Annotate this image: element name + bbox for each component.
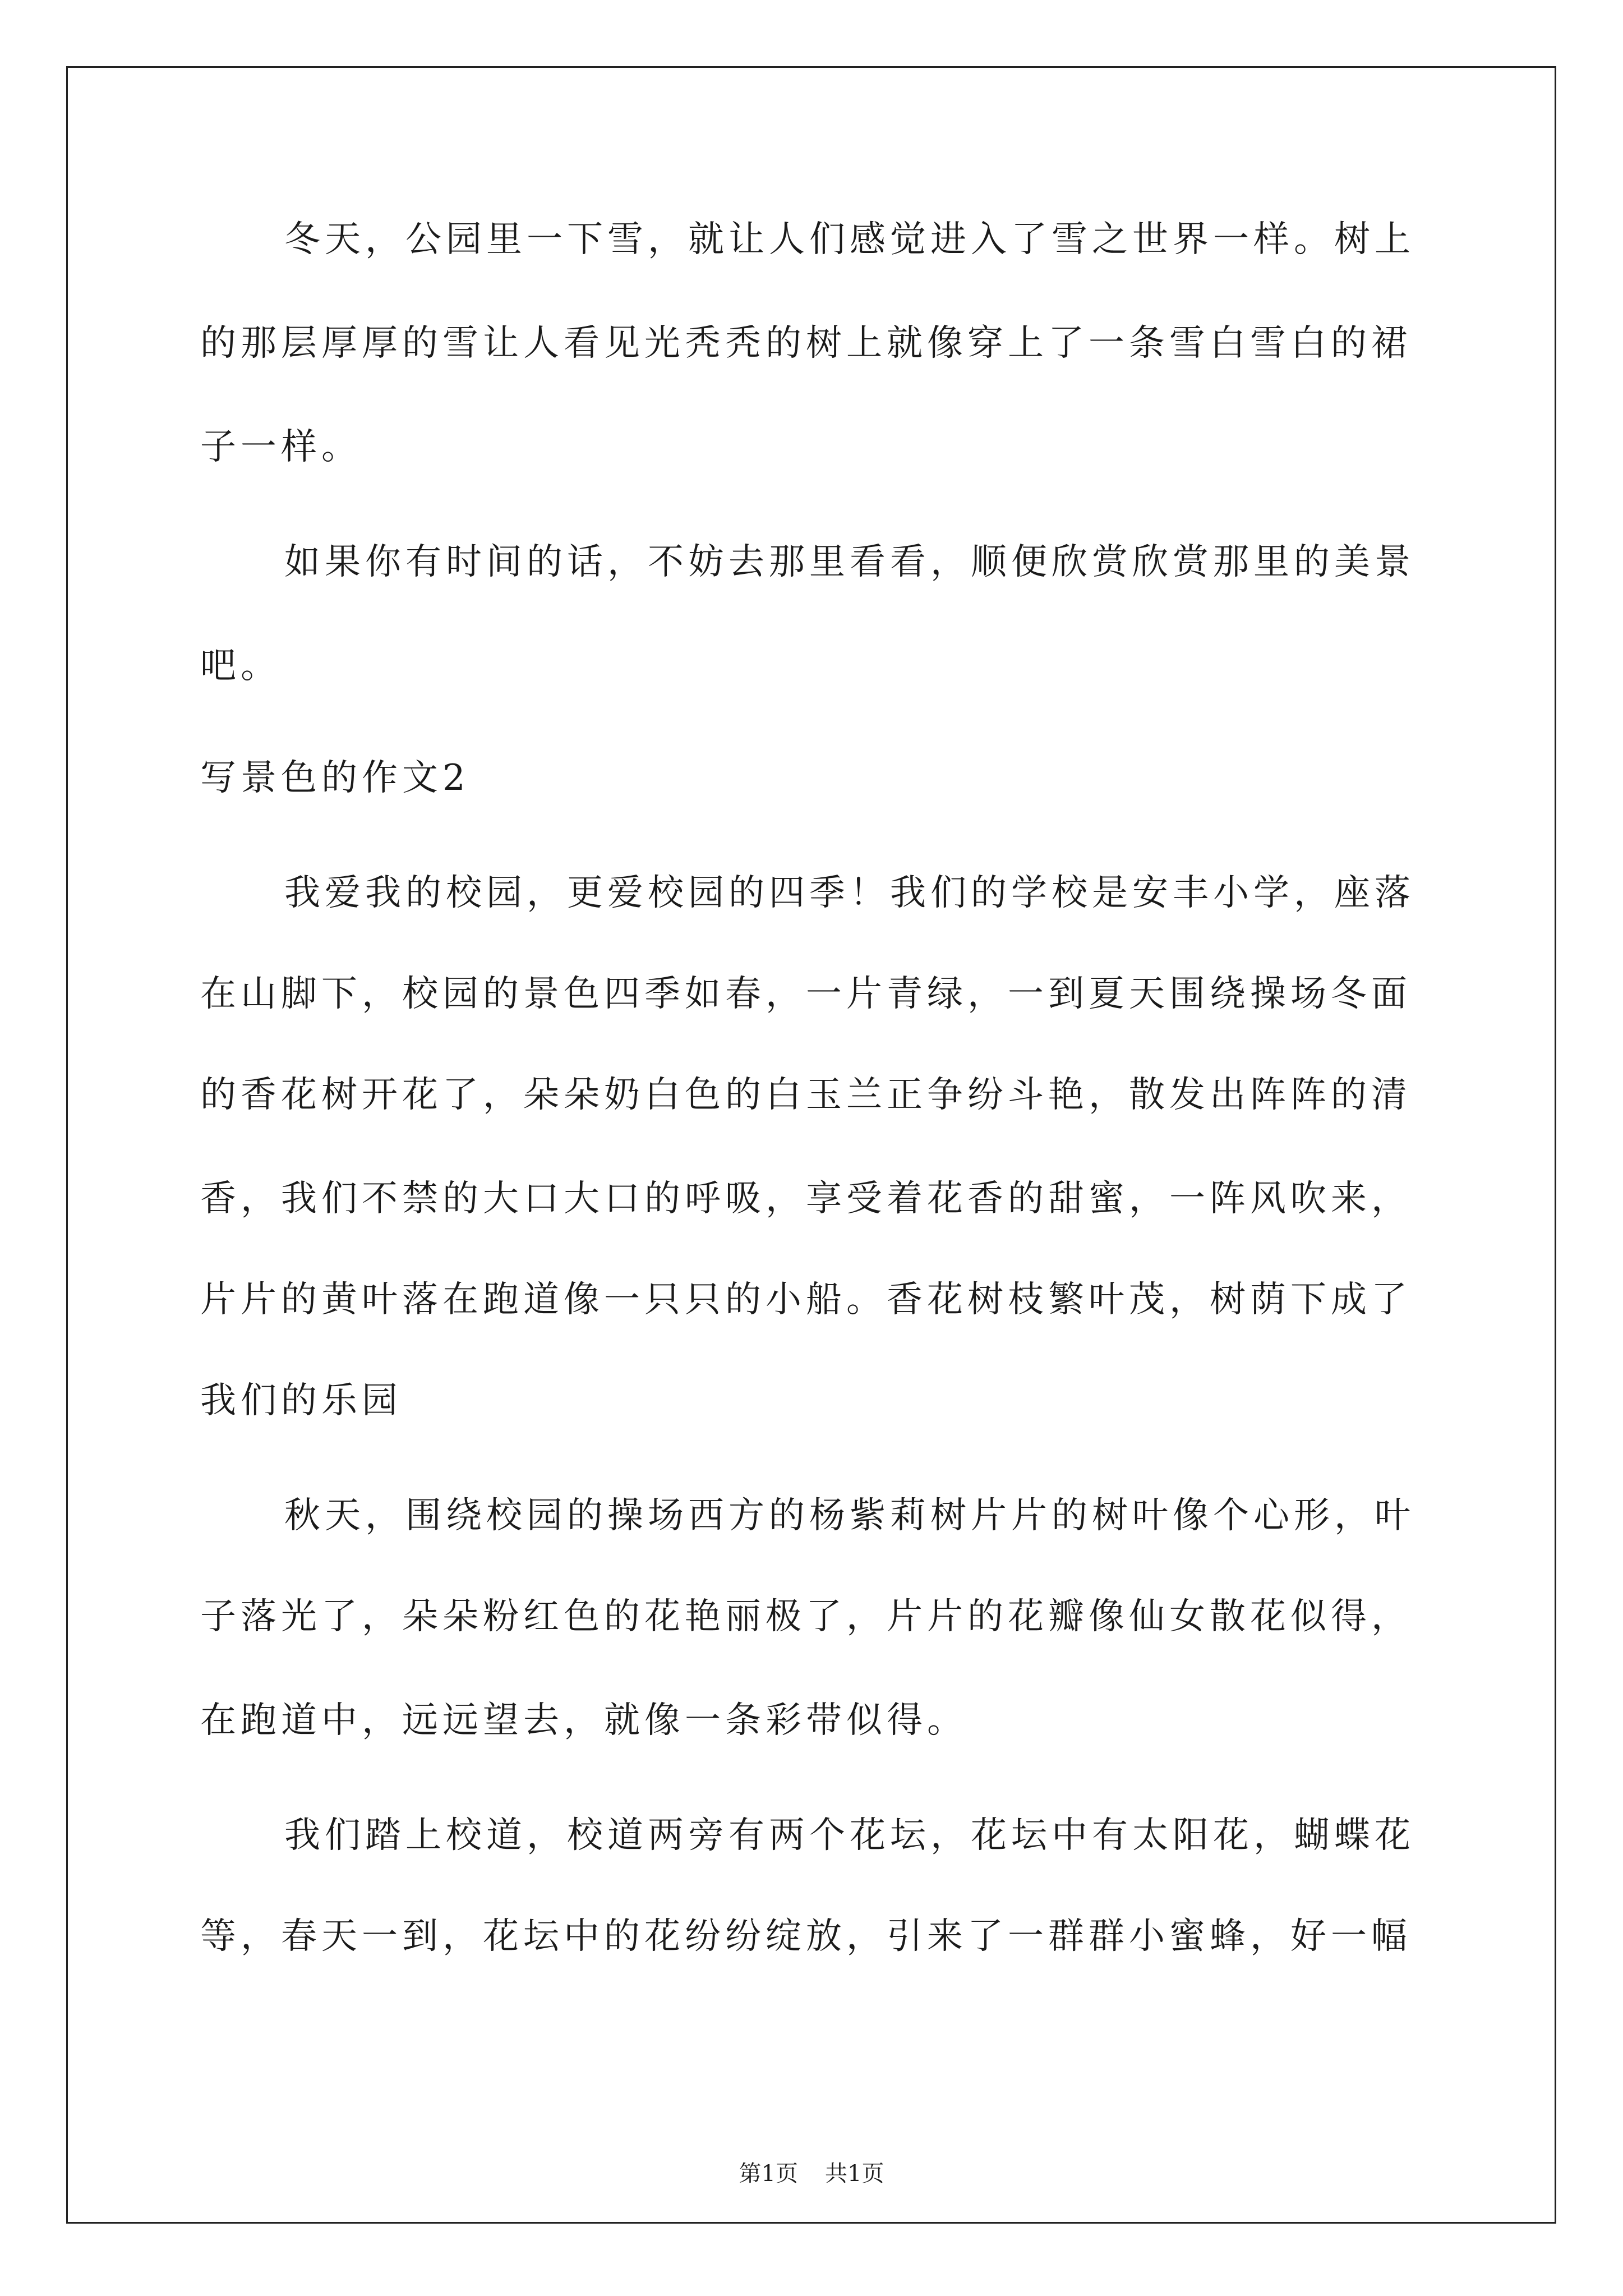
text-line: 秋天，围绕校园的操场西方的杨紫莉树片片的树叶像个心形，叶 [284,1495,1415,1536]
text-line: 香，我们不禁的大口大口的呼吸，享受着花香的甜蜜，一阵风吹来， [200,1178,1412,1220]
text-line: 片片的黄叶落在跑道像一只只的小船。香花树枝繁叶茂，树荫下成了 [200,1279,1412,1320]
text-line: 在跑道中，远远望去，就像一条彩带似得。 [200,1700,967,1741]
text-line: 子一样。 [200,426,362,468]
section-heading: 写景色的作文2 [200,757,470,799]
page-total: 共1页 [825,2161,884,2187]
page-footer [0,2161,1623,2186]
text-line: 冬天，公园里一下雪，就让人们感觉进入了雪之世界一样。树上 [284,219,1415,260]
text-line: 我爱我的校园，更爱校园的四季！我们的学校是安丰小学，座落 [284,872,1415,914]
page-number: 第1页 [739,2161,798,2187]
page-border [66,66,1556,2224]
text-line: 等，春天一到，花坛中的花纷纷绽放，引来了一群群小蜜蜂，好一幅 [200,1916,1412,1957]
text-line: 的那层厚厚的雪让人看见光秃秃的树上就像穿上了一条雪白雪白的裙 [200,323,1412,364]
text-line: 在山脚下，校园的景色四季如春，一片青绿，一到夏天围绕操场冬面 [200,973,1412,1015]
text-line: 我们踏上校道，校道两旁有两个花坛，花坛中有太阳花，蝴蝶花 [284,1815,1415,1856]
text-line: 吧。 [200,645,281,687]
text-line: 我们的乐园 [200,1380,402,1421]
text-line: 的香花树开花了，朵朵奶白色的白玉兰正争纷斗艳，散发出阵阵的清 [200,1074,1412,1116]
text-line: 如果你有时间的话，不妨去那里看看，顺便欣赏欣赏那里的美景 [284,541,1415,583]
text-line: 子落光了，朵朵粉红色的花艳丽极了，片片的花瓣像仙女散花似得， [200,1596,1412,1637]
